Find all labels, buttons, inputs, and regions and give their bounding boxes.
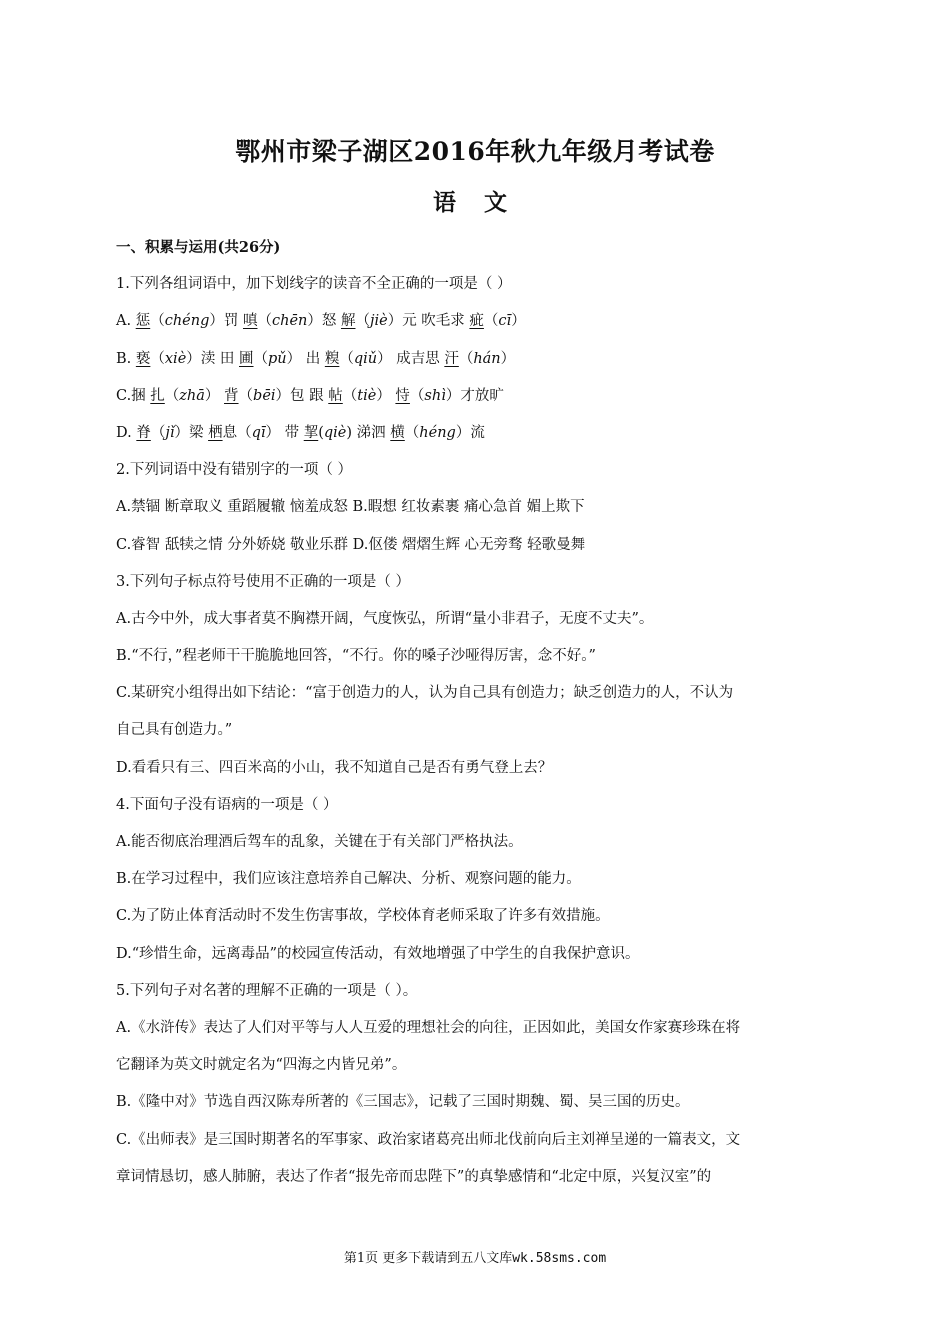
footer-text: 第1页 更多下载请到五八文库 xyxy=(343,1251,513,1266)
question-4-stem: 4.下面句子没有语病的一项是（ ） xyxy=(116,796,338,813)
question-1-option-c: C.捆 扎（zhā） 背（bēi）包 跟 帖（tiè） 恃（shì）才放旷 xyxy=(116,387,504,404)
question-3-option-c-cont: 自己具有创造力。” xyxy=(116,722,233,739)
question-3-stem: 3.下列句子标点符号使用不正确的一项是（ ） xyxy=(116,573,410,590)
question-1-option-b: B. 亵（xiè）渎 田 圃（pǔ） 出 糗（qiǔ） 成吉思 汗（hán） xyxy=(116,350,516,367)
question-3-option-d: D.看看只有三、四百米高的小山，我不知道自己是否有勇气登上去？ xyxy=(116,759,553,776)
question-4-option-b: B.在学习过程中，我们应该注意培养自己解决、分析、观察问题的能力。 xyxy=(116,871,581,888)
question-3-option-a: A.古今中外，成大事者莫不胸襟开阔，气度恢弘，所谓“量小非君子，无度不丈夫”。 xyxy=(116,610,654,627)
question-1-option-a: A. 惩（chéng）罚 嗔（chēn）怒 解（jiè）元 吹毛求 疵（cī） xyxy=(116,313,526,330)
question-4-option-d: D.“珍惜生命，远离毒品”的校园宣传活动，有效地增强了中学生的自我保护意识。 xyxy=(116,945,640,962)
question-5-option-a: A.《水浒传》表达了人们对平等与人人互爱的理想社会的向往，正因如此，美国女作家赛珍珠在将 xyxy=(116,1019,741,1036)
exam-title: 鄂州市梁子湖区2016年秋九年级月考试卷 xyxy=(235,137,715,166)
question-5-option-b: B.《隆中对》节选自西汉陈寿所著的《三国志》，记载了三国时期魏、蜀、吴三国的历史。 xyxy=(116,1094,690,1111)
question-3-option-c: C.某研究小组得出如下结论：“富于创造力的人，认为自己具有创造力；缺乏创造力的人，不认为 xyxy=(116,685,734,702)
subject-title: 语 文 xyxy=(432,189,517,216)
footer-url[interactable]: wk.58sms.com xyxy=(512,1251,607,1266)
question-5-option-c-cont: 章词情恳切，感人肺腑，表达了作者“报先帝而忠陛下”的真挚感情和“北定中原，兴复汉室”的 xyxy=(116,1168,712,1185)
question-2-stem: 2.下列词语中没有错别字的一项（ ） xyxy=(116,462,352,479)
page-footer xyxy=(0,1247,950,1266)
section-heading: 一、积累与运用(共26分) xyxy=(116,239,281,256)
question-1-option-d: D. 脊（jǐ）梁 栖息（qī） 带 挈(qiè) 涕泗 横（héng）流 xyxy=(116,424,485,441)
question-3-option-b: B.“不行，”程老师干干脆脆地回答，“不行。你的嗓子沙哑得厉害，念不好。” xyxy=(116,648,596,665)
question-5-option-c: C.《出师表》是三国时期著名的军事家、政治家诸葛亮出师北伐前向后主刘禅呈递的一篇表文，文 xyxy=(116,1131,741,1148)
question-2-options-cd: C.睿智 舐犊之情 分外娇娆 敬业乐群 D.伛偻 熠熠生辉 心无旁骛 轻歌曼舞 xyxy=(116,536,586,553)
question-5-option-a-cont: 它翻译为英文时就定名为“四海之内皆兄弟”。 xyxy=(116,1057,407,1074)
question-4-option-c: C.为了防止体育活动时不发生伤害事故，学校体育老师采取了许多有效措施。 xyxy=(116,908,610,925)
question-1-stem: 1.下列各组词语中，加下划线字的读音不全正确的一项是（ ） xyxy=(116,276,512,293)
question-2-options-ab: A.禁锢 断章取义 重蹈履辙 恼羞成怒 B.暇想 红妆素裹 痛心急首 媚上欺下 xyxy=(116,499,585,516)
question-5-stem: 5.下列句子对名著的理解不正确的一项是（ ）。 xyxy=(116,982,418,999)
question-4-option-a: A.能否彻底治理酒后驾车的乱象，关键在于有关部门严格执法。 xyxy=(116,834,523,850)
exam-body xyxy=(116,229,836,1196)
